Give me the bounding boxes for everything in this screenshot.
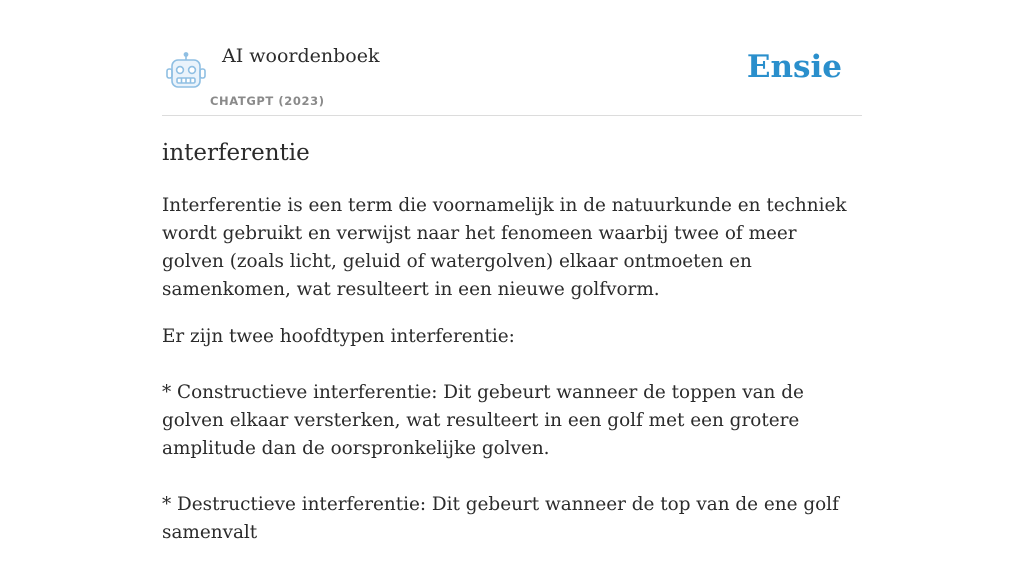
source-label: CHATGPT (2023) [210, 94, 325, 108]
definition-paragraph: Interferentie is een term die voornamelijk in de natuurkunde en techniek wordt gebruikt en verwijst naar het fenomeen waarbij twee of meer golven (zoals licht, geluid of watergolven) elkaar ontmoeten en samenkomen, wat resulteert in een nieuwe golfvorm. [162, 195, 847, 300]
page [162, 0, 862, 543]
dictionary-title: AI woordenboek [222, 45, 380, 67]
ensie-logo-link[interactable]: Ensie [746, 49, 842, 85]
entry-definition [162, 192, 862, 566]
robot-icon [166, 52, 206, 90]
entry-term: interferentie [162, 140, 310, 166]
header [162, 0, 862, 116]
definition-paragraph: Er zijn twee hoofdtypen interferentie: * Constructieve interferentie: Dit gebeurt wanneer de toppen van de golven elkaar versterken, wat resulteert in een golf met een grotere amplitude dan de oorspronkelijke golven. * Destructieve interferentie: Dit gebeurt wanneer de top van de ene golf samenvalt [162, 326, 839, 543]
